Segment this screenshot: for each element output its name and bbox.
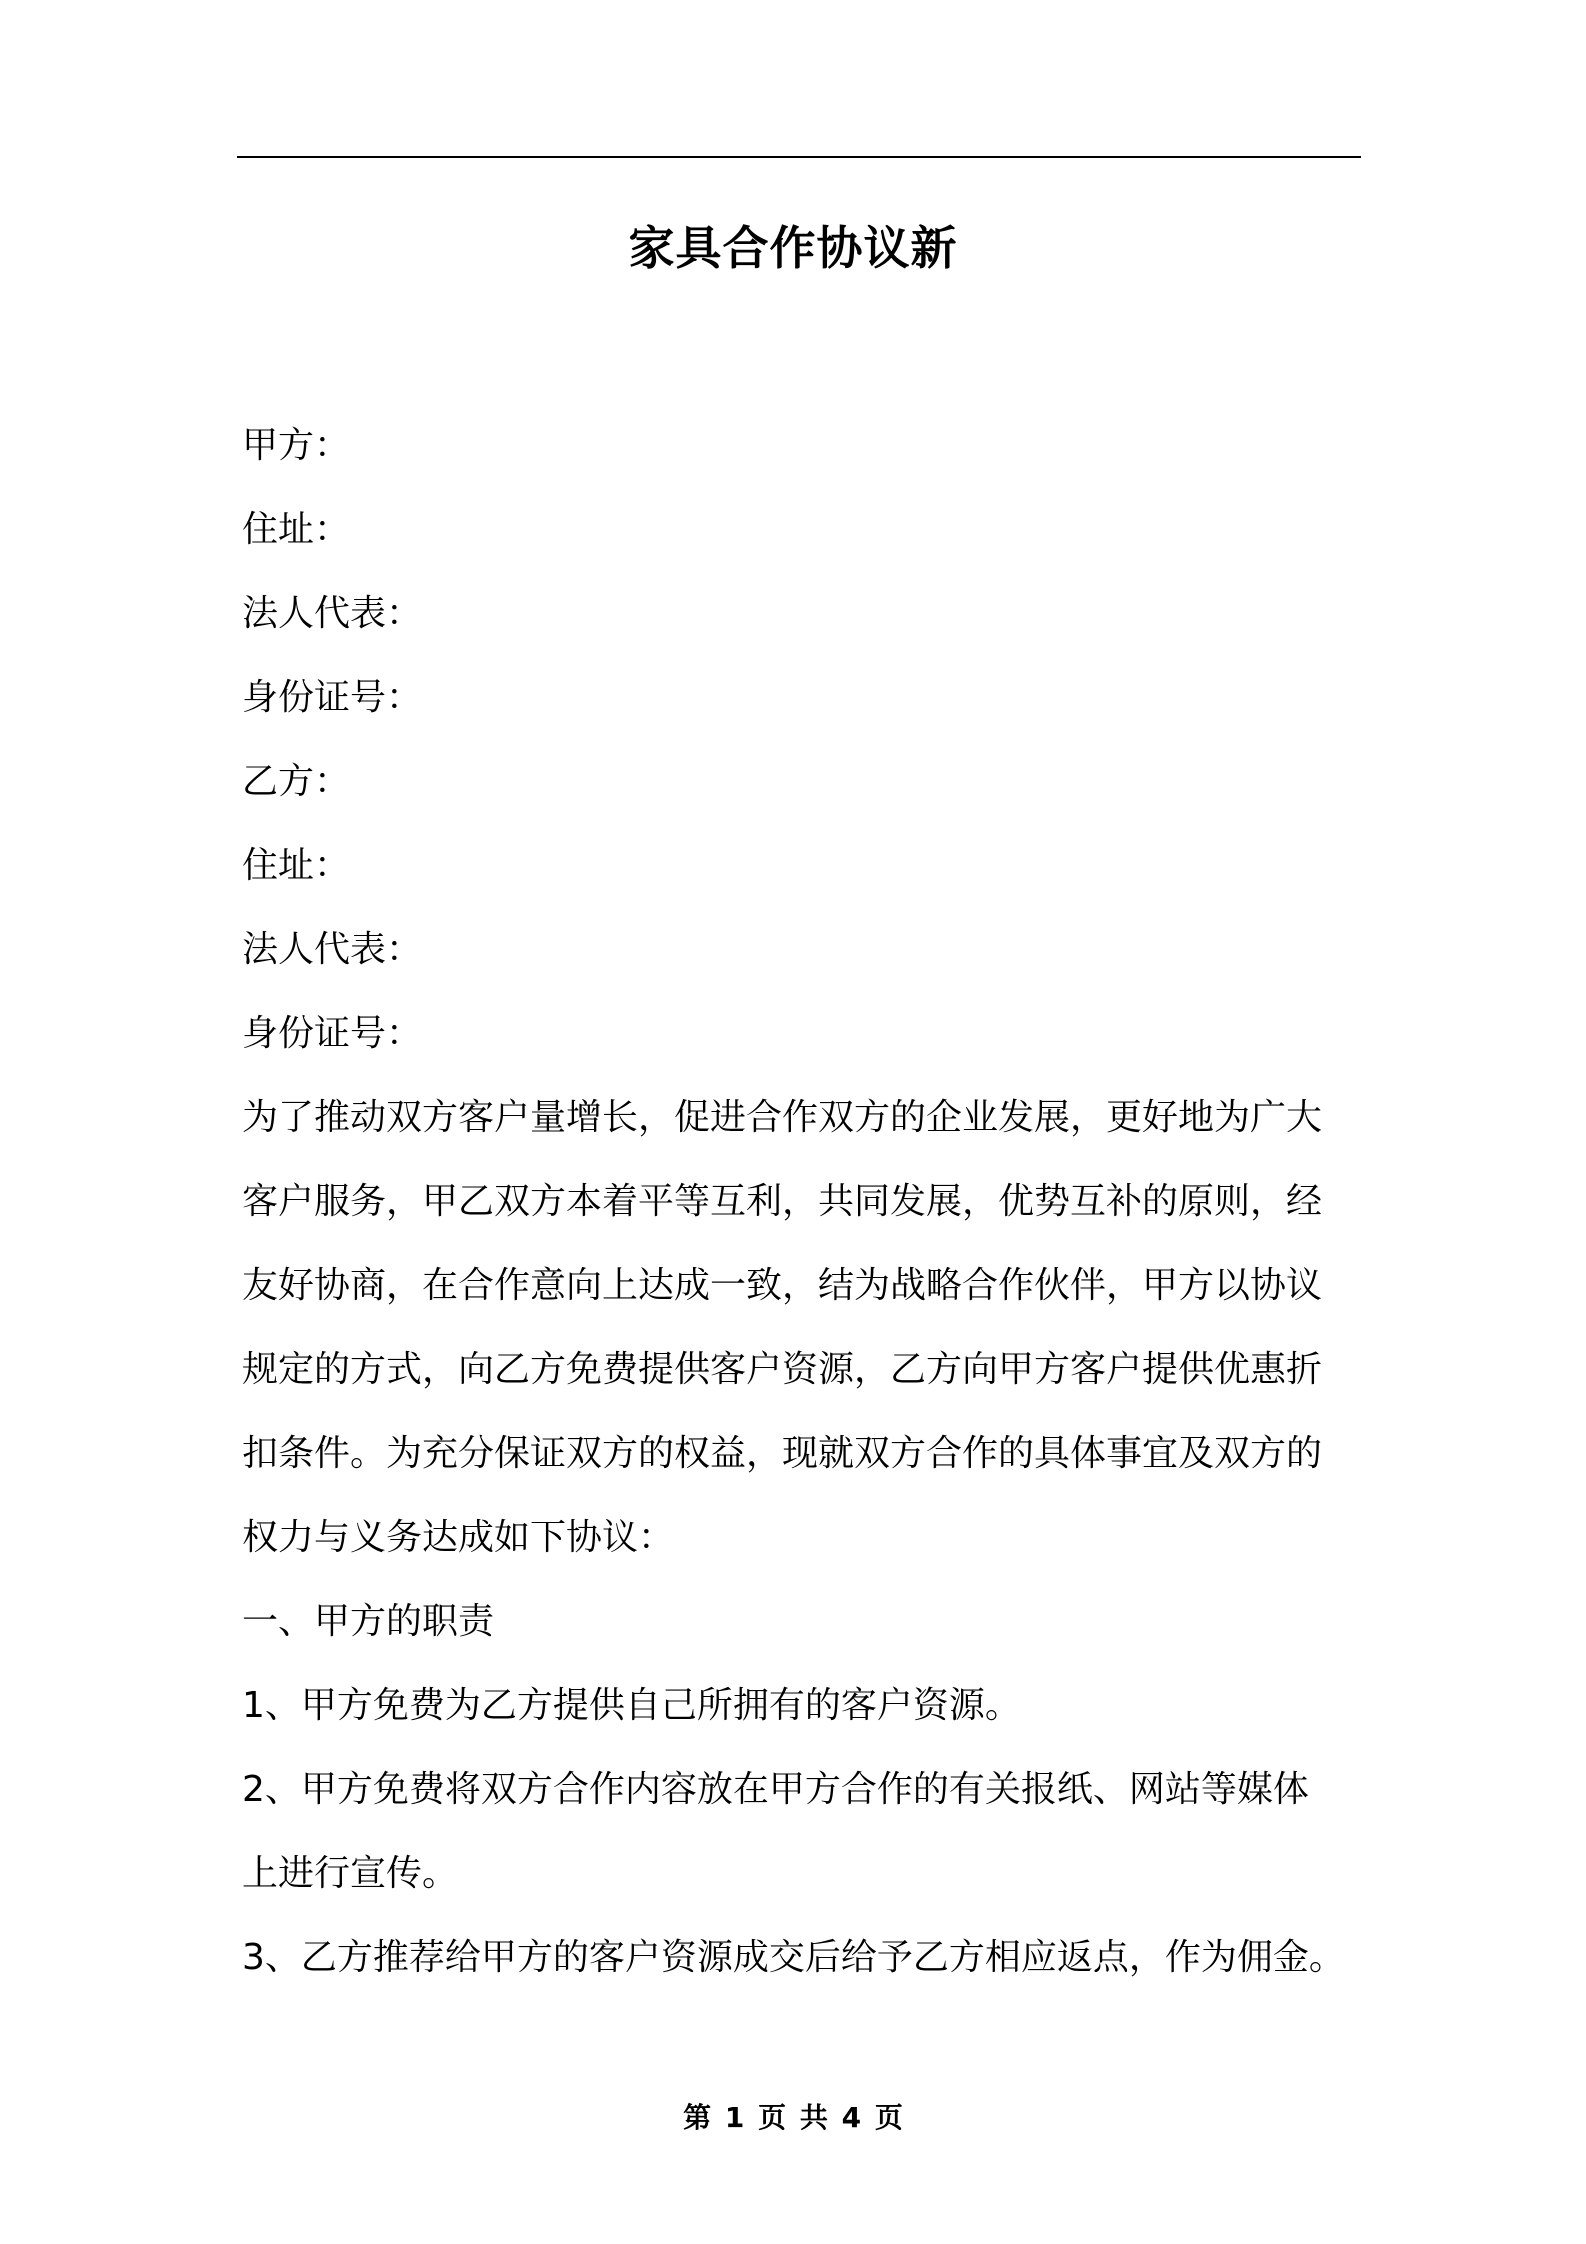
preamble-line: 客户服务，甲乙双方本着平等互利，共同发展，优势互补的原则，经 bbox=[242, 1181, 1323, 1222]
party-a-id-number-label: 身份证号： bbox=[242, 677, 423, 718]
party-a-address-label: 住址： bbox=[242, 509, 351, 550]
party-a-legal-rep-label: 法人代表： bbox=[242, 593, 423, 634]
clause-line: 2、甲方免费将双方合作内容放在甲方合作的有关报纸、网站等媒体 bbox=[242, 1769, 1309, 1810]
preamble-line: 为了推动双方客户量增长，促进合作双方的企业发展，更好地为广大 bbox=[242, 1097, 1323, 1138]
party-b-address-label: 住址： bbox=[242, 845, 351, 886]
clause-line: 3、乙方推荐给甲方的客户资源成交后给予乙方相应返点，作为佣金。 bbox=[242, 1937, 1345, 1978]
party-b-legal-rep-label: 法人代表： bbox=[242, 929, 423, 970]
clause-line: 上进行宣传。 bbox=[242, 1853, 459, 1894]
preamble-line: 规定的方式，向乙方免费提供客户资源，乙方向甲方客户提供优惠折 bbox=[242, 1349, 1323, 1390]
document-title: 家具合作协议新 bbox=[628, 221, 958, 275]
document-body bbox=[242, 404, 1362, 2000]
section-heading: 一、甲方的职责 bbox=[242, 1601, 495, 1642]
preamble-line: 扣条件。为充分保证双方的权益，现就双方合作的具体事宜及双方的 bbox=[242, 1433, 1323, 1474]
clause-line: 1、甲方免费为乙方提供自己所拥有的客户资源。 bbox=[242, 1685, 1021, 1726]
preamble-line: 友好协商，在合作意向上达成一致，结为战略合作伙伴，甲方以协议 bbox=[242, 1265, 1323, 1306]
party-b-label: 乙方： bbox=[242, 761, 351, 802]
party-b-id-number-label: 身份证号： bbox=[242, 1013, 423, 1054]
preamble-line: 权力与义务达成如下协议： bbox=[242, 1517, 675, 1558]
header-rule bbox=[237, 156, 1361, 158]
page-number-footer: 第 1 页 共 4 页 bbox=[683, 2101, 903, 2134]
party-a-label: 甲方： bbox=[242, 425, 351, 466]
